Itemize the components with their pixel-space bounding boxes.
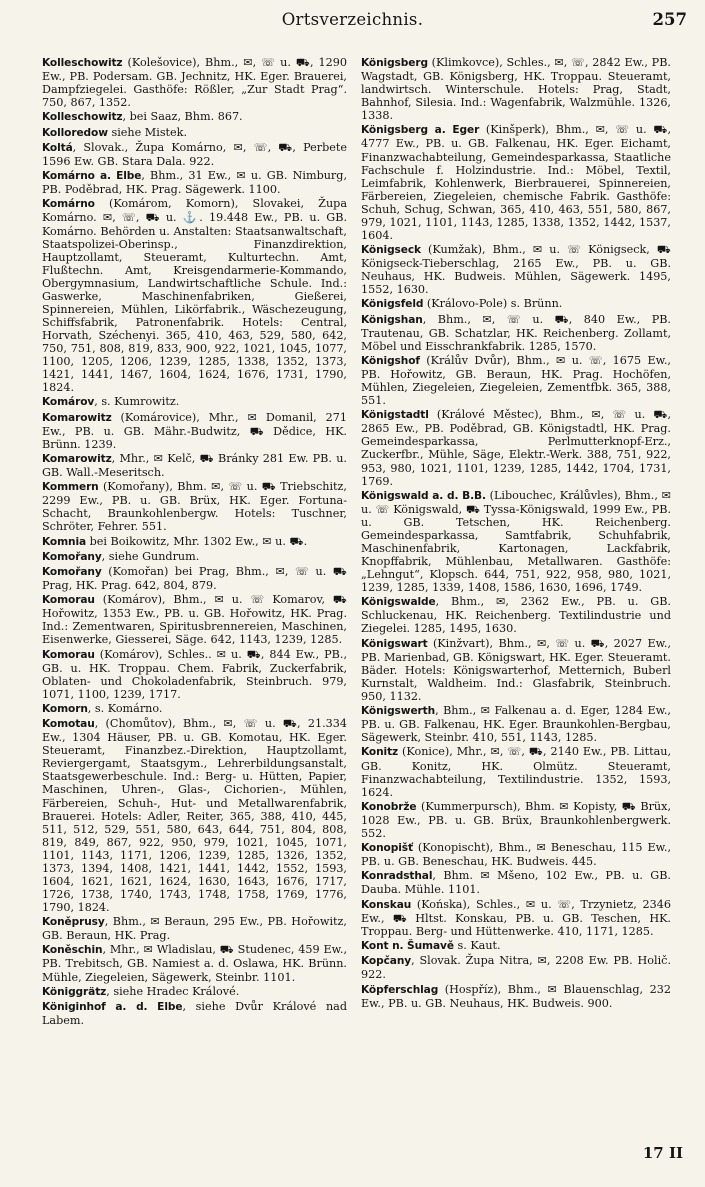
entry-text: (Libouchec, Králůvles), Bhm., ✉ u. ☏ Königswald, ⛟ Tyssa-Königswald, 1999 Ew., PB. u. GB. Tetschen, HK. Reichenberg. Gemeindesparkassa, Samtfabrik, Schuhfabrik, Maschinenfabrik, Kartonagen, Lackfabrik, Knopffabrik, Mühlenbau, Metallwaren. Gasthöfe: „Lehngut“, Klopsch. 644, 751, 922, 958, 980, 1021, 1239, 1285, 1339, 1408, 1586, 1630, 1696, 1749. [361,488,671,595]
entry-text: (Hospříz), Bhm., ✉ Blauenschlag, 232 Ew., PB. u. GB. Neuhaus, HK. Budweis. 900. [361,982,671,1010]
entry-text: (Konice), Mhr., ✉, ☏, ⛟, 2140 Ew., PB. Littau, GB. Konitz, HK. Olmütz. Steueramt, Finanzwachabteilung, Textilindustrie. 1352, 1593, 1624. [361,745,671,799]
entry-text: (Králové Městec), Bhm., ✉, ☏ u. ⛟, 2865 Ew., PB. Poděbrad, GB. Königstadtl, HK. Prag. Gemeindesparkassa, Perlmutterknopf-Erz., Zuckerfbr., Mühle, Säge, Elektr.-Werk. 388, 751, 922, 953, 980, 1021, 1101, 1239, 1285, 1442, 1704, 1731, 1769. [361,408,671,488]
entry-headword: Komarowitz [42,452,112,465]
entry-text: , bei Saaz, Bhm. 867. [122,110,243,124]
gazetteer-entry [42,169,347,196]
entry-headword: Köpferschlag [361,983,439,996]
entry-headword: Konopišť [361,842,413,855]
entry-text: , siehe Dvůr Králové nad Labem. [42,999,348,1028]
entry-headword: Königsfeld [361,298,424,311]
gazetteer-entry [42,411,347,451]
entry-headword: Konradsthal [361,870,433,883]
entry-headword: Kolleschowitz [42,57,123,69]
entry-headword: Kont n. Šumavě [361,940,454,953]
entry-text: , s. Komárno. [87,702,163,716]
entry-headword: Konobrže [361,800,417,813]
entry-headword: Koltá [42,141,73,154]
entry-text: , Bhm., 31 Ew., ✉ u. GB. Nimburg, PB. Poděbrad, HK. Prag. Sägewerk. 1100. [42,169,348,197]
gazetteer-entry [361,408,671,487]
entry-headword: Komnia [42,535,87,548]
gazetteer-entry [361,637,671,703]
entry-text: (Královo-Pole) s. Brünn. [423,297,563,311]
gazetteer-entry [361,841,671,868]
page-title: Ortsverzeichnis. [281,10,424,29]
entry-text: (Kinžvart), Bhm., ✉, ☏ u. ⛟, 2027 Ew., PB. Marienbad, GB. Königswart, HK. Eger. Steueramt. Bäder. Hotels: Königswarterhof, Metternich, Buberl Kurnstalt, Waldheim. Ind.: Glasfabrik, Steinbruch. 950, 1132. [361,636,671,703]
gazetteer-entry [361,898,671,938]
entry-headword: Komořany [42,565,102,578]
entry-headword: Kolleschowitz [42,111,123,124]
entry-text: (Konopischt), Bhm., ✉ Beneschau, 115 Ew., PB. u. GB. Beneschau, HK. Budweis. 445. [361,841,671,869]
gazetteer-entry [42,550,347,564]
gazetteer-entry [361,123,671,241]
entry-headword: Königstadtl [361,409,429,422]
entry-text: (Kinšperk), Bhm., ✉, ☏ u. ⛟, 4777 Ew., PB. u. GB. Falkenau, HK. Eger. Eichamt, Finanzwachabteilung, Gemeindesparkassa, Staatliche Fachschule f. Holzindustrie. Ind.: Möbel, Textil, Leimfabrik, Kohlenwerk, Bierbrauerei, Spinnereien, Färbereien, Ziegeleien, chemische Fabrik. Gasthöfe: Schuh, Schug, Schwan, 365, 410, 463, 551, 580, 867, 979, 1021, 1101, 1143, 1285, 1338, 1352, 1442, 1537, 1604. [361,123,671,242]
gazetteer-entry [42,452,347,479]
gazetteer-entry [361,489,671,594]
gazetteer-entry [42,56,347,109]
gazetteer-entry [42,197,347,394]
left-column [42,56,347,1028]
gazetteer-entry [42,565,347,592]
entry-text: , Mhr., ✉ Kelč, ⛟ Bránky 281 Ew. PB. u. GB. Wall.-Meseritsch. [42,451,347,479]
gazetteer-entry [42,535,347,549]
entry-headword: Königswald a. d. B.B. [361,489,486,502]
entry-headword: Königswalde [361,596,436,609]
entry-text: , Bhm., ✉ Beraun, 295 Ew., PB. Hořowitz, GB. Beraun, HK. Prag. [42,915,347,943]
entry-headword: Kopčany [361,955,412,968]
entry-headword: Komárov [42,396,95,409]
gazetteer-entry [361,954,671,981]
gazetteer-entry [361,297,671,311]
entry-headword: Koněprusy [42,916,105,929]
entry-text: (Komořan) bei Prag, Bhm., ✉, ☏ u. ⛟ Prag, HK. Prag. 642, 804, 879. [42,564,347,593]
entry-headword: Kolloredow [42,126,108,139]
gazetteer-entry [361,313,671,353]
printer-signature: 17 II [642,1144,683,1162]
entry-text: , Bhm., ✉ Falkenau a. d. Eger, 1284 Ew., PB. u. GB. Falkenau, HK. Eger. Braunkohlen-Bergbau, Sägewerk, Steinbr. 410, 551, 1143, 1285. [361,704,671,745]
entry-headword: Königsberg [361,57,428,69]
gazetteer-entry [361,983,671,1010]
entry-text: (Komárom, Komorn), Slovakei, Župa Komárno. ✉, ☏, ⛟ u. ⚓. 19.448 Ew., PB. u. GB. Komárno. Behörden u. Anstalten: Staatsanwaltschaft, Staatspolizei-Oberinsp., Finanzdirektion, Hauptzollamt, Steueramt, Kulturtechn. Amt, Flußtechn. Amt, Kreisgendarmerie-Kommando, Obergymnasium, Landwirtschaftliche Schule. Ind.: Gaswerke, Maschinenfabriken, Gießerei, Spinnereien, Mühlen, Likörfabrik., Wäschezeugung, Schiffsfabrik, Patronenfabrik. Hotels: Central, Horvath, Széchenyi. 365, 410, 463, 529, 580, 642, 750, 751, 808, 819, 833, 900, 922, 1021, 1045, 1077, 1100, 1205, 1206, 1239, 1285, 1338, 1352, 1373, 1421, 1441, 1467, 1604, 1624, 1676, 1731, 1790, 1824. [42,197,347,395]
entry-headword: Komorn [42,703,88,716]
entry-headword: Komořany [42,550,102,563]
entry-headword: Königseck [361,244,421,257]
entry-text: (Komárovice), Mhr., ✉ Domanil, 271 Ew., PB. u. GB. Mähr.-Budwitz, ⛟ Dědice, HK. Brünn. 1239. [42,410,347,451]
entry-text: (Komořany), Bhm. ✉, ☏ u. ⛟ Triebschitz, 2299 Ew., PB. u. GB. Brüx, HK. Eger. Fortuna-Schacht, Braunkohlenbergw. Hotels: Tuschner, Schröter, Fehrer. 551. [42,480,347,534]
entry-text: siehe Mistek. [107,125,188,139]
gazetteer-entry [361,800,671,840]
entry-text: (Komárov), Bhm., ✉ u. ☏ Komarov, ⛟ Hořowitz, 1353 Ew., PB. u. GB. Hořowitz, HK. Prag. Ind.: Zementwaren, Spiritusbrennereien, Maschinen, Eisenwerke, Giesserei, Säge. 642, 1143, 1239, 1285. [42,593,347,647]
entry-text: (Komárov), Schles.. ✉ u. ⛟, 844 Ew., PB., GB. u. HK. Troppau. Chem. Fabrik, Zuckerfabrik, Oblaten- und Chokoladenfabrik, Steinbruch. 979, 1071, 1100, 1239, 1717. [42,647,347,701]
entry-headword: Königshof [361,354,420,367]
gazetteer-entry [42,395,347,409]
gazetteer-entry [42,126,347,140]
entry-text: bei Boikowitz, Mhr. 1302 Ew., ✉ u. ⛟. [86,534,308,548]
entry-text: , siehe Hradec Králové. [106,984,240,998]
entry-headword: Komárno [42,198,95,211]
gazetteer-entry [42,915,347,942]
entry-text: (Králův Dvůr), Bhm., ✉ u. ☏, 1675 Ew., PB. Hořowitz, GB. Beraun, HK. Prag. Hochöfen, Mühlen, Ziegeleien, Ziegeleien, Zementfbk. 365, 388, 551. [361,353,671,408]
gazetteer-entry [361,869,671,896]
right-column [361,56,671,1011]
entry-text: , (Chomůtov), Bhm., ✉, ☏ u. ⛟, 21.334 Ew., 1304 Häuser, PB. u. GB. Komotau, HK. Eger. Steueramt, Finanzbez.-Direktion, Hauptzollamt, Reviergergamt, Staatsgym., Lehrerbildungsanstalt, Staatsgewerbeschule. Ind.: Berg- u. Hütten, Papier, Maschinen, Uhren-, Glas-, Cichorien-, Mühlen, Färbereien, Schuh-, Hut- und Metallwarenfabrik, Brauerei. Hotels: Adler, Reiter, 365, 388, 410, 445, 511, 512, 529, 551, 580, 643, 644, 751, 804, 808, 819, 849, 867, 922, 950, 979, 1021, 1045, 1071, 1101, 1143, 1171, 1206, 1239, 1285, 1326, 1352, 1373, 1394, 1408, 1421, 1441, 1442, 1552, 1593, 1604, 1621, 1621, 1624, 1630, 1643, 1676, 1717, 1726, 1738, 1740, 1743, 1748, 1758, 1769, 1776, 1790, 1824. [42,717,347,914]
gazetteer-entry [42,593,347,646]
entry-text: (Klimkovce), Schles., ✉, ☏, 2842 Ew., PB. Wagstadt, GB. Königsberg, HK. Troppau. Steueramt, landwirtsch. Winterschule. Hotels: Prag, Stadt, Bahnhof, Silesia. Ind.: Wagenfabrik, Walzmühle. 1326, 1338. [361,56,671,123]
entry-text: (Kumžak), Bhm., ✉ u. ☏ Königseck, ⛟ Königseck-Tieberschlag, 2165 Ew., PB. u. GB. Neuhaus, HK. Budweis. Mühlen, Sägewerk. 1495, 1552, 1630. [361,243,671,297]
gazetteer-entry [42,1000,347,1027]
gazetteer-entry [361,595,671,635]
gazetteer-entry [42,480,347,533]
entry-headword: Königgrätz [42,985,107,998]
gazetteer-entry [42,717,347,914]
entry-text: , Slovak., Župa Komárno, ✉, ☏, ⛟, Perbete 1596 Ew. GB. Stara Dala. 922. [42,140,347,168]
entry-text: (Kummerpursch), Bhm. ✉ Kopisty, ⛟ Brüx, 1028 Ew., PB. u. GB. Brüx, Braunkohlenbergwerk. 552. [361,799,671,840]
entry-headword: Königinhof a. d. Elbe [42,1000,183,1013]
gazetteer-entry [361,243,671,296]
entry-text: , Bhm. ✉ Mšeno, 102 Ew., PB. u. GB. Dauba. Mühle. 1101. [361,869,671,897]
entry-headword: Königshan [361,313,423,326]
gazetteer-entry [361,745,671,798]
gazetteer-entry [361,704,671,744]
entry-text: , s. Kumrowitz. [94,395,180,409]
entry-headword: Königswerth [361,705,436,718]
page-header [0,10,705,34]
entry-headword: Königswart [361,637,428,650]
gazetteer-entry [42,648,347,701]
entry-headword: Komárno a. Elbe [42,170,142,183]
gazetteer-entry [42,110,347,124]
entry-headword: Kommern [42,481,99,494]
entry-headword: Konskau [361,898,412,911]
entry-text: , Slovak. Župa Nitra, ✉, 2208 Ew. PB. Holič. 922. [361,954,671,982]
entry-text: , Mhr., ✉ Wladislau, ⛟ Studenec, 459 Ew., PB. Trebitsch, GB. Namiest a. d. Oslawa, HK. Brünn. Mühle, Ziegeleien, Sägewerk, Steinbr. 1101. [42,943,347,984]
gazetteer-entry [42,141,347,168]
entry-headword: Koněschin [42,944,103,957]
entry-text: s. Kaut. [453,939,501,953]
entry-headword: Komarowitz [42,411,112,424]
gazetteer-entry [361,56,671,122]
page-number: 257 [652,10,687,29]
entry-text: , siehe Gundrum. [101,549,200,563]
entry-headword: Königsberg a. Eger [361,124,480,137]
entry-headword: Komorau [42,594,95,607]
gazetteer-entry [361,939,671,953]
gazetteer-entry [42,702,347,716]
entry-text: (Kolešovice), Bhm., ✉, ☏ u. ⛟, 1290 Ew., PB. Podersam. GB. Jechnitz, HK. Eger. Brauerei, Dampfziegelei. Gasthöfe: Rößler, „Zur Stadt Prag“. 750, 867, 1352. [42,56,347,110]
entry-text: (Końska), Schles., ✉ u. ☏, Trzynietz, 2346 Ew., ⛟ Hltst. Konskau, PB. u. GB. Teschen, HK. Troppau. Berg- und Hüttenwerke. 410, 1171, 1285. [361,897,671,938]
entry-headword: Komotau [42,718,95,731]
entry-text: , Bhm., ✉, ☏ u. ⛟, 840 Ew., PB. Trautenau, GB. Schatzlar, HK. Reichenberg. Zollamt, Möbel und Eisschrankfabrik. 1285, 1570. [361,312,671,353]
entry-text: , Bhm., ✉, 2362 Ew., PB. u. GB. Schluckenau, HK. Reichenberg. Textilindustrie und Ziegelei. 1285, 1495, 1630. [361,595,671,636]
gazetteer-entry [42,943,347,983]
entry-headword: Konitz [361,746,399,759]
entry-headword: Komorau [42,648,95,661]
gazetteer-entry [361,354,671,407]
gazetteer-entry [42,985,347,999]
